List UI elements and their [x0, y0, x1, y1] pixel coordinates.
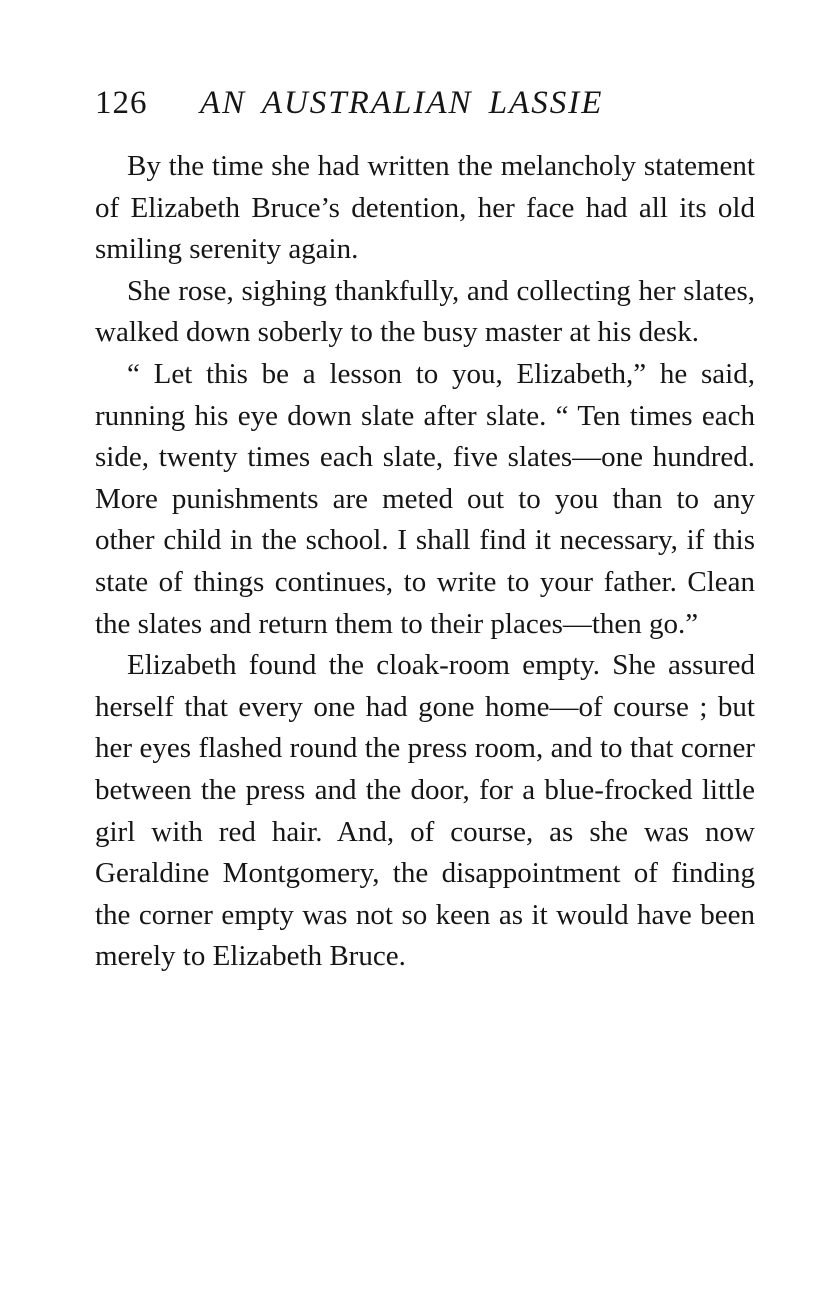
running-head: [95, 78, 755, 128]
book-title: AN AUSTRALIAN LASSIE: [200, 85, 604, 121]
body-text: [95, 146, 755, 978]
book-page: [95, 78, 755, 978]
paragraph-1: By the time she had written the melancholy statement of Elizabeth Bruce’s detention, her face had all its old smiling serenity again.: [95, 150, 755, 266]
paragraph-3: “ Let this be a lesson to you, Elizabeth,” he said, running his eye down slate after slate. “ Ten times each side, twenty times each slate, five slates—one hundred. More punishments are meted out to you than to any other child in the school. I shall find it necessary, if this state of things continues, to write to your father. Clean the slates and return them to their places—then go.”: [95, 357, 755, 640]
paragraph-4: Elizabeth found the cloak-room empty. She assured herself that every one had gone home—of course ; but her eyes flashed round the press room, and to that corner between the press and the door, for a blue-frocked little girl with red hair. And, of course, as she was now Geraldine Montgomery, the disappointment of finding the corner empty was not so keen as it would have been merely to Elizabeth Bruce.: [95, 649, 755, 973]
page-number: 126: [95, 85, 148, 121]
paragraph-2: She rose, sighing thankfully, and collecting her slates, walked down soberly to the busy master at his desk.: [95, 274, 755, 349]
